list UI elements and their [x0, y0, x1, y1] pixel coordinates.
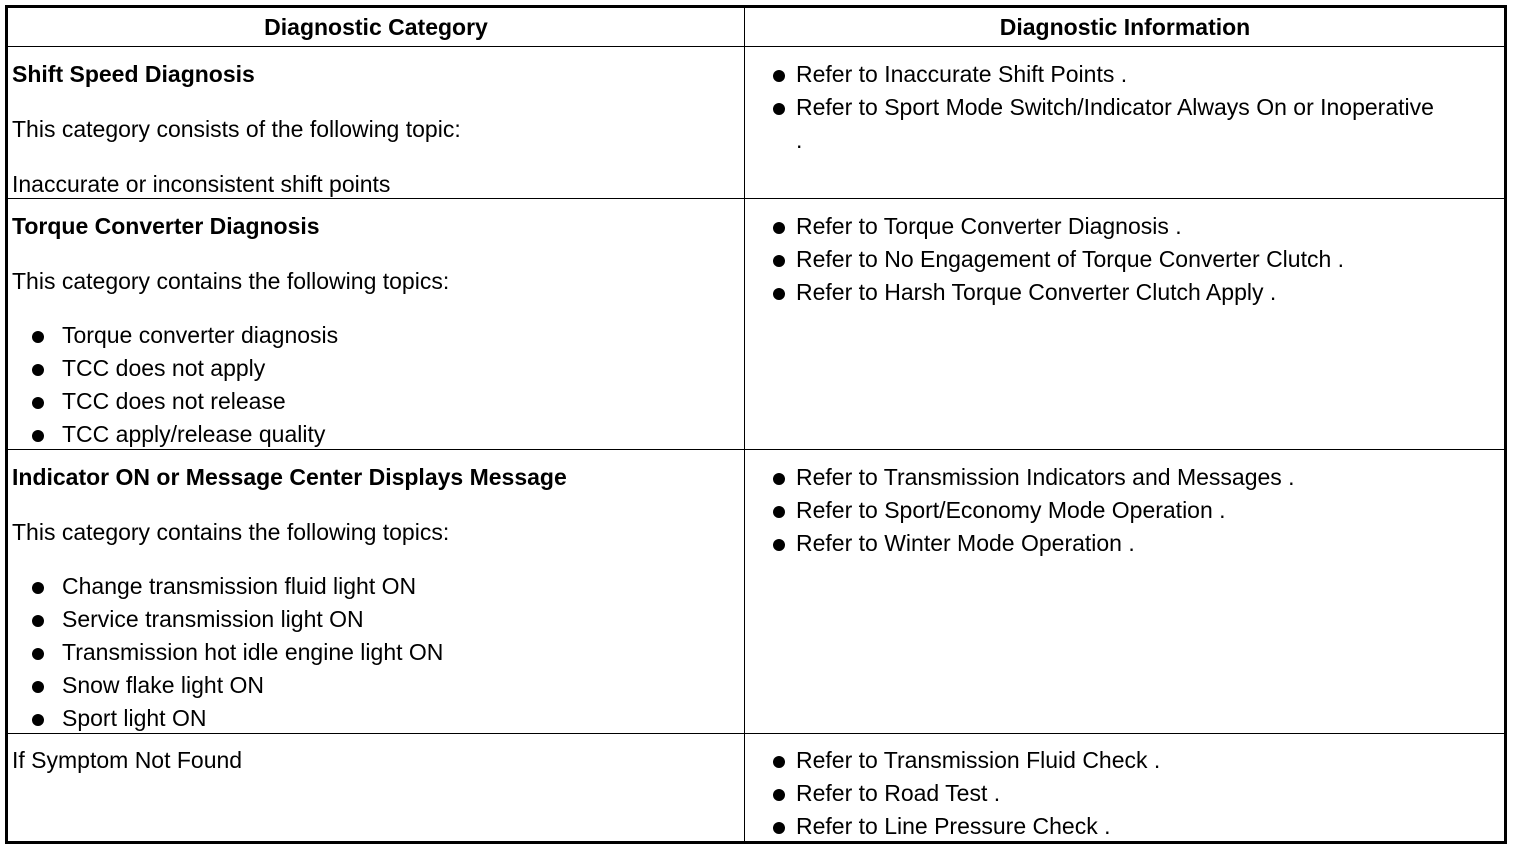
list-item [760, 276, 1500, 309]
info-link-text: Refer to Transmission Indicators and Messages . [796, 464, 1295, 490]
topic-list [12, 570, 737, 735]
topic-list [12, 319, 737, 451]
category-intro: This category contains the following topics: [12, 268, 450, 294]
bullet-icon [773, 539, 785, 551]
info-link-text: Refer to Line Pressure Check . [796, 813, 1111, 839]
bullet-icon [773, 288, 785, 300]
column-divider [744, 8, 745, 841]
list-item [760, 91, 1500, 124]
category-title: Indicator ON or Message Center Displays Message [12, 464, 567, 490]
topic-text: Change transmission fluid light ON [62, 573, 417, 599]
info-link-text: Refer to Sport/Economy Mode Operation . [796, 497, 1226, 523]
header-diagnostic-information: Diagnostic Information [999, 13, 1251, 40]
bullet-icon [773, 822, 785, 834]
bullet-icon [773, 473, 785, 485]
info-cell-shift-speed [760, 58, 1500, 157]
bullet-icon [773, 222, 785, 234]
bullet-icon [32, 364, 44, 376]
topic-text: Sport light ON [62, 705, 207, 731]
list-item [760, 494, 1500, 527]
bullet-icon [32, 582, 44, 594]
list-item [12, 319, 737, 352]
list-item [12, 636, 737, 669]
category-cell-torque-converter [12, 210, 737, 451]
category-intro: This category contains the following topics: [12, 519, 450, 545]
category-title: Shift Speed Diagnosis [12, 61, 255, 87]
list-item [12, 570, 737, 603]
list-item [12, 352, 737, 385]
info-cell-symptom-not-found [760, 744, 1500, 843]
list-item [760, 744, 1500, 777]
list-item-continuation [760, 124, 1500, 157]
topic-text: TCC does not apply [62, 355, 266, 381]
diagnostic-table [5, 5, 1507, 844]
bullet-icon [32, 714, 44, 726]
bullet-icon [773, 789, 785, 801]
info-link-text: Refer to Inaccurate Shift Points . [796, 61, 1128, 87]
topic-text: TCC apply/release quality [62, 421, 326, 447]
topic-text: Service transmission light ON [62, 606, 364, 632]
list-item [760, 461, 1500, 494]
list-item [12, 603, 737, 636]
bullet-icon [773, 70, 785, 82]
list-item [12, 669, 737, 702]
info-link-text: Refer to Winter Mode Operation . [796, 530, 1135, 556]
category-title: If Symptom Not Found [12, 747, 243, 773]
bullet-icon [773, 756, 785, 768]
category-cell-symptom-not-found [12, 744, 737, 776]
info-link-text: . [796, 127, 803, 153]
topic-text: Transmission hot idle engine light ON [62, 639, 444, 665]
list-item [760, 58, 1500, 91]
list-item [12, 702, 737, 735]
info-link-text: Refer to Sport Mode Switch/Indicator Always On or Inoperative [796, 94, 1434, 120]
category-cell-shift-speed [12, 58, 737, 200]
category-topic: Inaccurate or inconsistent shift points [12, 171, 391, 197]
info-link-text: Refer to Torque Converter Diagnosis . [796, 213, 1182, 239]
category-cell-indicator-message [12, 461, 737, 735]
bullet-icon [32, 615, 44, 627]
bullet-icon [773, 506, 785, 518]
list-item [760, 243, 1500, 276]
topic-text: Snow flake light ON [62, 672, 264, 698]
bullet-icon [32, 648, 44, 660]
info-link-text: Refer to Road Test . [796, 780, 1001, 806]
category-intro: This category consists of the following topic: [12, 116, 461, 142]
info-cell-indicator-message [760, 461, 1500, 560]
list-item [760, 810, 1500, 843]
topic-text: Torque converter diagnosis [62, 322, 339, 348]
info-link-text: Refer to Transmission Fluid Check . [796, 747, 1161, 773]
list-item [760, 210, 1500, 243]
bullet-icon [773, 255, 785, 267]
bullet-icon [32, 397, 44, 409]
list-item [760, 777, 1500, 810]
info-link-text: Refer to Harsh Torque Converter Clutch Apply . [796, 279, 1277, 305]
topic-text: TCC does not release [62, 388, 286, 414]
list-item [12, 418, 737, 451]
list-item [760, 527, 1500, 560]
info-cell-torque-converter [760, 210, 1500, 309]
list-item [12, 385, 737, 418]
bullet-icon [32, 681, 44, 693]
category-title: Torque Converter Diagnosis [12, 213, 320, 239]
info-link-text: Refer to No Engagement of Torque Converter Clutch . [796, 246, 1345, 272]
header-diagnostic-category: Diagnostic Category [264, 13, 488, 40]
bullet-icon [773, 103, 785, 115]
row-divider [8, 46, 1504, 47]
bullet-icon [32, 331, 44, 343]
bullet-icon [32, 430, 44, 442]
